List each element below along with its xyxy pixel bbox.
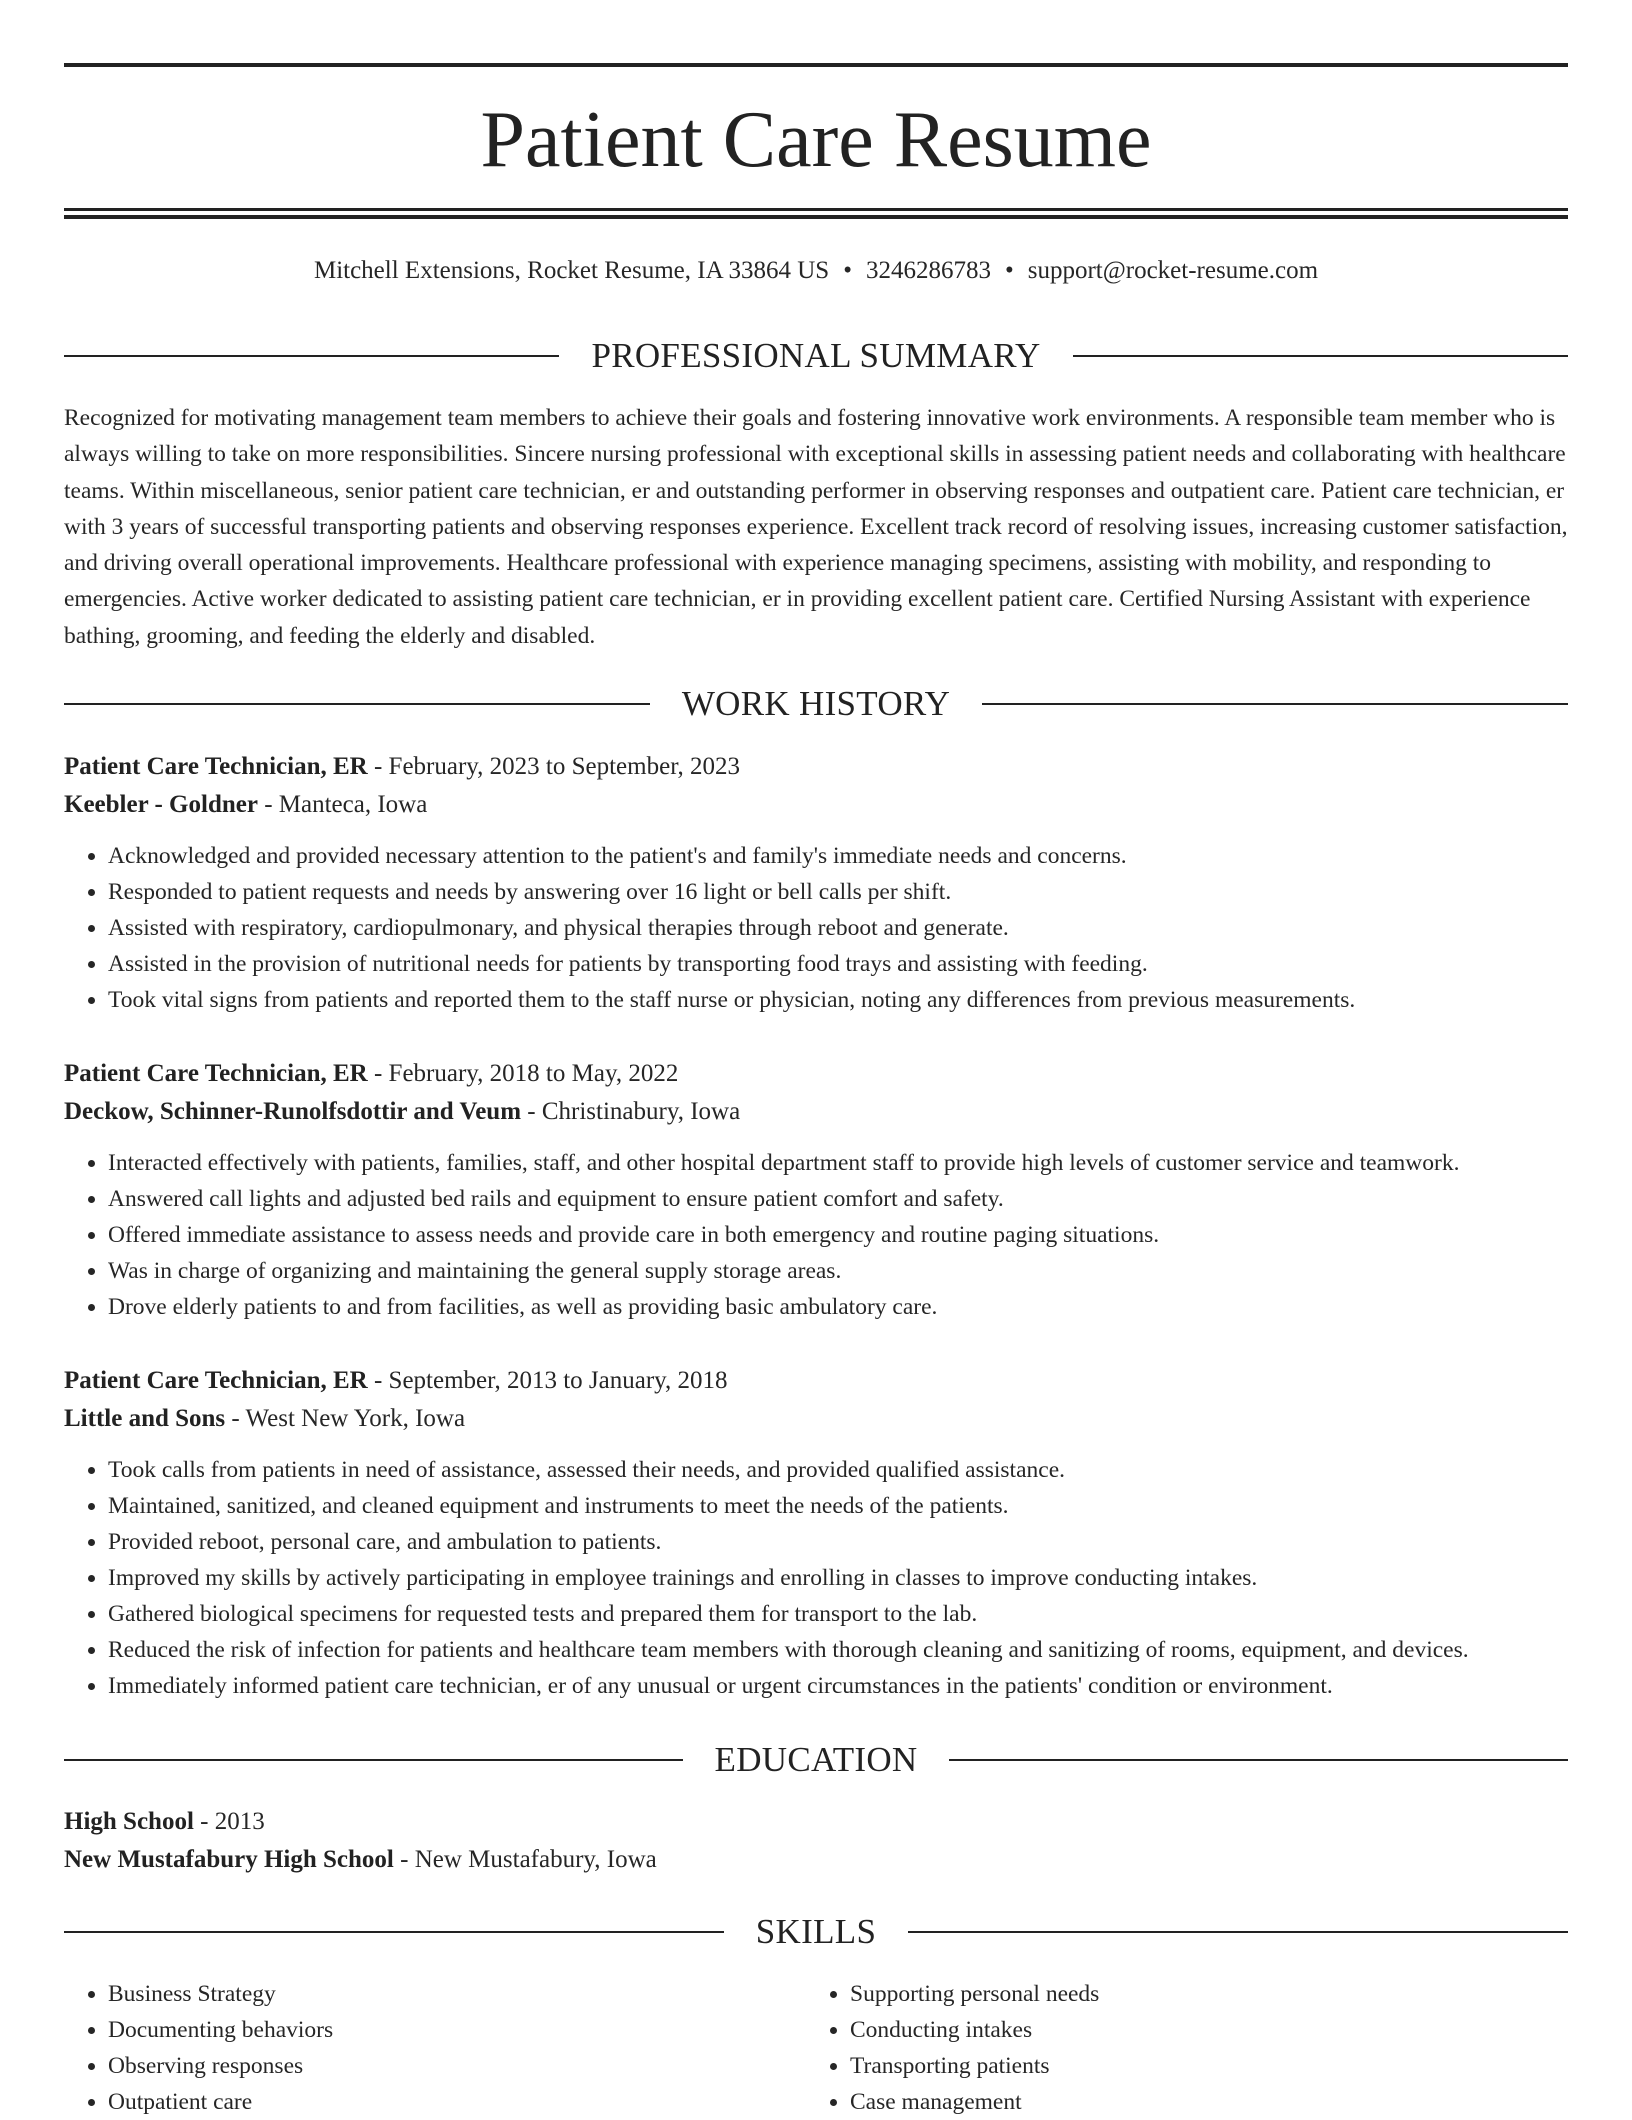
- job-location: - West New York, Iowa: [225, 1405, 466, 1432]
- job-dates: - September, 2013 to January, 2018: [367, 1367, 728, 1394]
- list-item: • Responded to patient requests and needs by answering over 16 light or bell calls per shift.: [108, 874, 1568, 910]
- job-dates: - February, 2018 to May, 2022: [367, 1060, 679, 1087]
- job-title: Patient Care Technician, ER: [64, 1060, 368, 1087]
- list-item: • Took calls from patients in need of assistance, assessed their needs, and provided qualified assistance.: [108, 1452, 1568, 1488]
- education-entry: [64, 1803, 1568, 1879]
- list-item: • Supporting personal needs: [850, 1976, 1548, 2012]
- summary-paragraph: Recognized for motivating management team members to achieve their goals and fostering innovative work environments. A responsible team member who is always willing to take on more responsibilities. Sincere nursing professional with exceptional skills in assessing patient needs and collaborating with healthcare teams. Within miscellaneous, senior patient care technician, er and outstanding performer in observing responses and outpatient care. Patient care technician, er with 3 years of successful transporting patients and observing responses experience. Excellent track record of resolving issues, increasing customer satisfaction, and driving overall operational improvements. Healthcare professional with experience managing specimens, assisting with mobility, and responding to emergencies. Active worker dedicated to assisting patient care technician, er in providing excellent patient care. Certified Nursing Assistant with experience bathing, grooming, and feeding the elderly and disabled.: [64, 405, 1568, 649]
- list-item: • Gathered biological specimens for requested tests and prepared them for transport to the lab.: [108, 1596, 1568, 1632]
- job-title-row: [64, 1055, 1568, 1093]
- divider-line: [64, 355, 559, 357]
- divider-line: [64, 1931, 724, 1933]
- job-bullets: [64, 1452, 1568, 1704]
- list-item: • Maintained, sanitized, and cleaned equipment and instruments to meet the needs of the patients.: [108, 1488, 1568, 1524]
- list-item: • Provided reboot, personal care, and ambulation to patients.: [108, 1524, 1568, 1560]
- list-item: • Documenting behaviors: [108, 2012, 806, 2048]
- list-item: • Assisted with respiratory, cardiopulmonary, and physical therapies through reboot and generate.: [108, 910, 1568, 946]
- list-item: • Outpatient care: [108, 2084, 806, 2120]
- list-item: • Case management: [850, 2084, 1548, 2120]
- divider-line: [982, 703, 1568, 705]
- job-entry: [64, 1055, 1568, 1325]
- skills-list-right: [806, 1976, 1548, 2120]
- list-item: • Conducting intakes: [850, 2012, 1548, 2048]
- education-degree-row: [64, 1803, 1568, 1841]
- job-company-row: [64, 786, 1568, 824]
- job-dates: - February, 2023 to September, 2023: [367, 753, 741, 780]
- title-double-rule: [64, 208, 1568, 219]
- section-heading-skills: [64, 1910, 1568, 1954]
- section-title: PROFESSIONAL SUMMARY: [591, 336, 1041, 375]
- list-item: • Immediately informed patient care technician, er of any unusual or urgent circumstances in the patients' condition or environment.: [108, 1668, 1568, 1704]
- section-title: EDUCATION: [714, 1740, 918, 1779]
- contact-line: [64, 254, 1568, 288]
- job-company: Little and Sons: [64, 1405, 226, 1432]
- list-item: • Assisted in the provision of nutritional needs for patients by transporting food trays and assisting with feeding.: [108, 946, 1568, 982]
- list-item: • Drove elderly patients to and from facilities, as well as providing basic ambulatory care.: [108, 1289, 1568, 1325]
- job-company: Deckow, Schinner-Runolfsdottir and Veum: [64, 1098, 522, 1125]
- list-item: • Transporting patients: [850, 2048, 1548, 2084]
- job-company-row: [64, 1093, 1568, 1131]
- job-title: Patient Care Technician, ER: [64, 753, 368, 780]
- section-heading-work-history: [64, 682, 1568, 726]
- list-item: • Was in charge of organizing and maintaining the general supply storage areas.: [108, 1253, 1568, 1289]
- list-item: • Interacted effectively with patients, families, staff, and other hospital department staff to provide high levels of customer service and teamwork.: [108, 1145, 1568, 1181]
- skills-grid: [64, 1976, 1568, 2120]
- job-title: Patient Care Technician, ER: [64, 1367, 368, 1394]
- education-degree: High School: [64, 1808, 194, 1835]
- list-item: • Answered call lights and adjusted bed rails and equipment to ensure patient comfort and safety.: [108, 1181, 1568, 1217]
- job-company-row: [64, 1400, 1568, 1438]
- section-heading-education: [64, 1738, 1568, 1782]
- list-item: • Observing responses: [108, 2048, 806, 2084]
- list-item: • Offered immediate assistance to assess needs and provide care in both emergency and routine paging situations.: [108, 1217, 1568, 1253]
- section-heading-summary: [64, 334, 1568, 378]
- education-school: New Mustafabury High School: [64, 1846, 394, 1873]
- contact-phone: 3246286783: [865, 257, 991, 284]
- contact-email: support@rocket-resume.com: [1027, 257, 1319, 284]
- top-rule: [64, 63, 1568, 67]
- list-item: • Acknowledged and provided necessary attention to the patient's and family's immediate needs and concerns.: [108, 838, 1568, 874]
- job-title-row: [64, 748, 1568, 786]
- job-company: Keebler - Goldner: [64, 791, 258, 818]
- divider-line: [949, 1759, 1568, 1761]
- divider-line: [64, 1759, 683, 1761]
- page-title: Patient Care Resume: [480, 96, 1152, 184]
- skills-list-left: [64, 1976, 806, 2120]
- job-location: - Manteca, Iowa: [257, 791, 428, 818]
- job-location: - Christinabury, Iowa: [521, 1098, 741, 1125]
- contact-separator: •: [843, 257, 852, 284]
- divider-line: [1073, 355, 1568, 357]
- job-title-row: [64, 1362, 1568, 1400]
- job-entry: [64, 1362, 1568, 1704]
- list-item: • Reduced the risk of infection for patients and healthcare team members with thorough cleaning and sanitizing of rooms, equipment, and devices.: [108, 1632, 1568, 1668]
- divider-line: [908, 1931, 1568, 1933]
- job-bullets: [64, 1145, 1568, 1325]
- education-school-row: [64, 1841, 1568, 1879]
- section-title: SKILLS: [755, 1912, 877, 1951]
- list-item: • Improved my skills by actively participating in employee trainings and enrolling in classes to improve conducting intakes.: [108, 1560, 1568, 1596]
- contact-address: Mitchell Extensions, Rocket Resume, IA 33864 US: [313, 257, 830, 284]
- section-title: WORK HISTORY: [681, 684, 951, 723]
- divider-line: [64, 703, 650, 705]
- contact-separator: •: [1004, 257, 1014, 284]
- job-entry: [64, 748, 1568, 1018]
- list-item: • Took vital signs from patients and reported them to the staff nurse or physician, noting any differences from previous measurements.: [108, 982, 1568, 1018]
- list-item: • Business Strategy: [108, 1976, 806, 2012]
- job-bullets: [64, 838, 1568, 1018]
- education-location: - New Mustafabury, Iowa: [393, 1846, 657, 1873]
- education-year: - 2013: [193, 1808, 265, 1835]
